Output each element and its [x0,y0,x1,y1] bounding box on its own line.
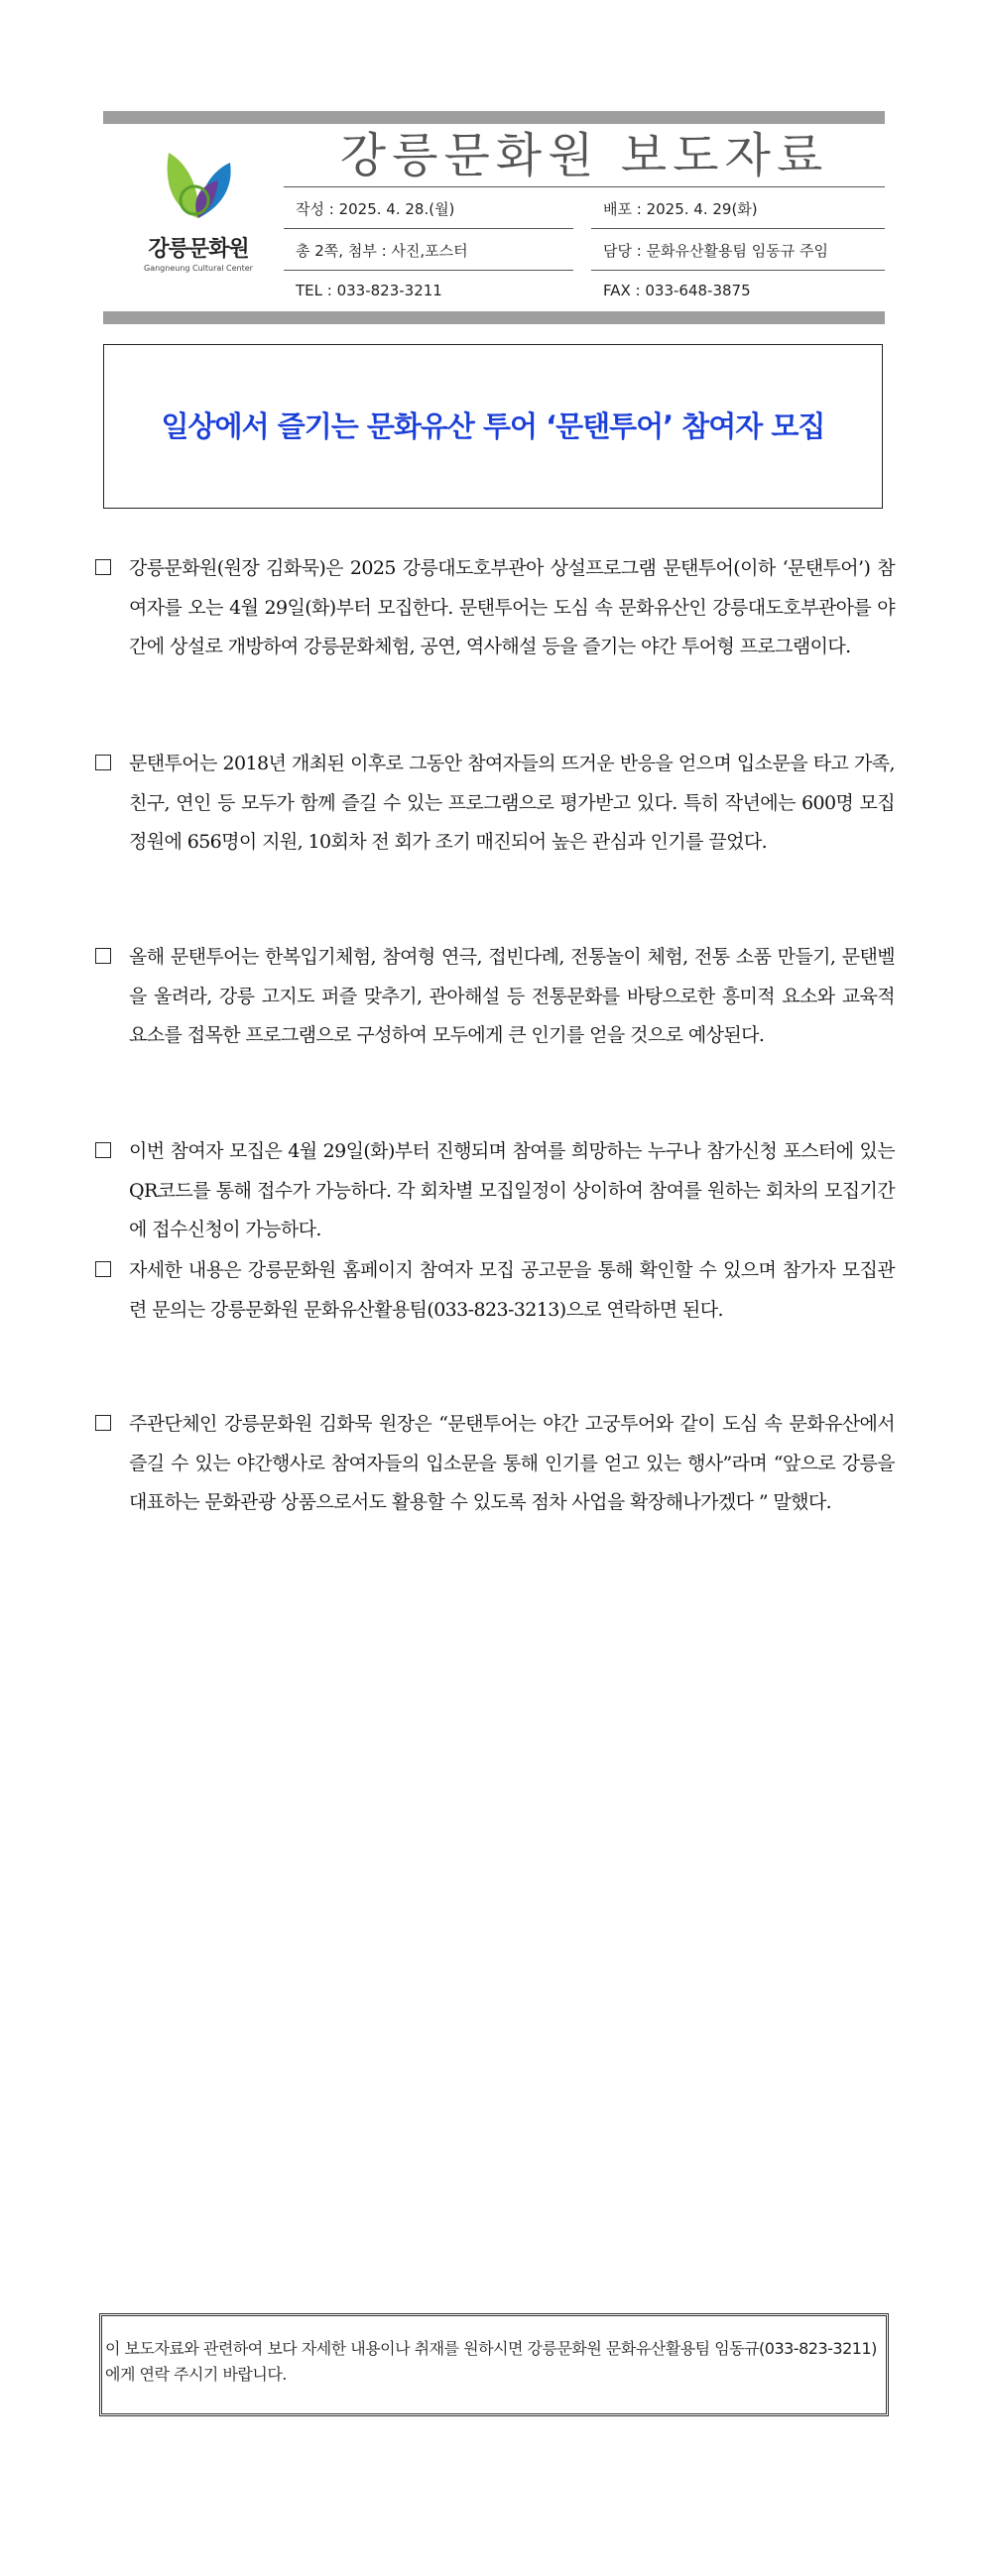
checkbox-bullet-icon [95,948,111,964]
paragraph: 이번 참여자 모집은 4월 29일(화)부터 진행되며 참여를 희망하는 누구나 참가신청 포스터에 있는 QR코드를 통해 접수가 가능하다. 각 회차별 모집일정이 상이하여 참여를 원하는 회차의 모집기간에 접수신청이 가능하다. [95,1132,895,1250]
headline: 일상에서 즐기는 문화유산 투어 ‘문탠투어’ 참여자 모집 [161,410,825,443]
logo-subtitle: Gangneung Cultural Center [144,264,253,273]
divider [284,186,885,187]
checkbox-bullet-icon [95,1261,111,1277]
divider [591,228,885,229]
logo-leaf-icon [149,141,248,232]
paragraph: 올해 문탠투어는 한복입기체험, 참여형 연극, 접빈다례, 전통놀이 체험, 전통 소품 만들기, 문탠벨을 울려라, 강릉 고지도 퍼즐 맞추기, 관아해설 등 전통문화를 바탕으로한 흥미적 요소와 교육적 요소를 접목한 프로그램으로 구성하여 모두에게 큰 인기를 얻을 것으로 예상된다. [95,938,895,1056]
divider [284,228,573,229]
paragraph: 강릉문화원(원장 김화묵)은 2025 강릉대도호부관아 상설프로그램 문탠투어(이하 ‘문탠투어’) 참여자를 오는 4월 29일(화)부터 모집한다. 문탠투어는 도심 속 문화유산인 강릉대도호부관아를 야간에 상설로 개방하여 강릉문화체험, 공연, 역사해설 등을 즐기는 야간 투어형 프로그램이다. [95,549,895,667]
paragraph: 문탠투어는 2018년 개최된 이후로 그동안 참여자들의 뜨거운 반응을 얻으며 입소문을 타고 가족, 친구, 연인 등 모두가 함께 즐길 수 있는 프로그램으로 평가받고 있다. 특히 작년에는 600명 모집 정원에 656명이 지원, 10회차 전 회가 조기 매진되어 높은 관심과 인기를 끌었다. [95,745,895,863]
distributed-date: 배포 : 2025. 4. 29(화) [603,200,758,218]
checkbox-bullet-icon [95,1142,111,1158]
page-count: 총 2쪽, 첨부 : 사진,포스터 [296,242,468,260]
logo [129,141,268,290]
footer-contact-text: 이 보도자료와 관련하여 보다 자세한 내용이나 취재를 원하시면 강릉문화원 문화유산활용팀 임동규(033-823-3211)에게 연락 주시기 바랍니다. [105,2339,877,2384]
headline-box [103,344,883,509]
paragraph: 자세한 내용은 강릉문화원 홈페이지 참여자 모집 공고문을 통해 확인할 수 있으며 참가자 모집관련 문의는 강릉문화원 문화유산활용팀(033-823-3213)으로 연락하면 된다. [95,1251,895,1330]
logo-name: 강릉문화원 [148,237,249,262]
checkbox-bullet-icon [95,1415,111,1431]
written-date: 작성 : 2025. 4. 28.(월) [296,200,455,218]
checkbox-bullet-icon [95,559,111,575]
tel: TEL : 033-823-3211 [296,282,442,299]
paragraph: 주관단체인 강릉문화원 김화묵 원장은 “문탠투어는 야간 고궁투어와 같이 도심 속 문화유산에서 즐길 수 있는 야간행사로 참여자들의 입소문을 통해 인기를 얻고 있는 행사”라며 “앞으로 강릉을 대표하는 문화관광 상품으로서도 활용할 수 있도록 점차 사업을 확장해나가겠다 ” 말했다. [95,1405,895,1523]
footer-contact-box [99,2313,889,2416]
divider [284,270,573,271]
divider [591,270,885,271]
page-title: 강릉문화원 보도자료 [339,128,829,183]
checkbox-bullet-icon [95,755,111,770]
header-bottom-bar [103,311,885,324]
fax: FAX : 033-648-3875 [603,282,751,299]
contact-person: 담당 : 문화유산활용팀 임동규 주임 [603,242,828,260]
